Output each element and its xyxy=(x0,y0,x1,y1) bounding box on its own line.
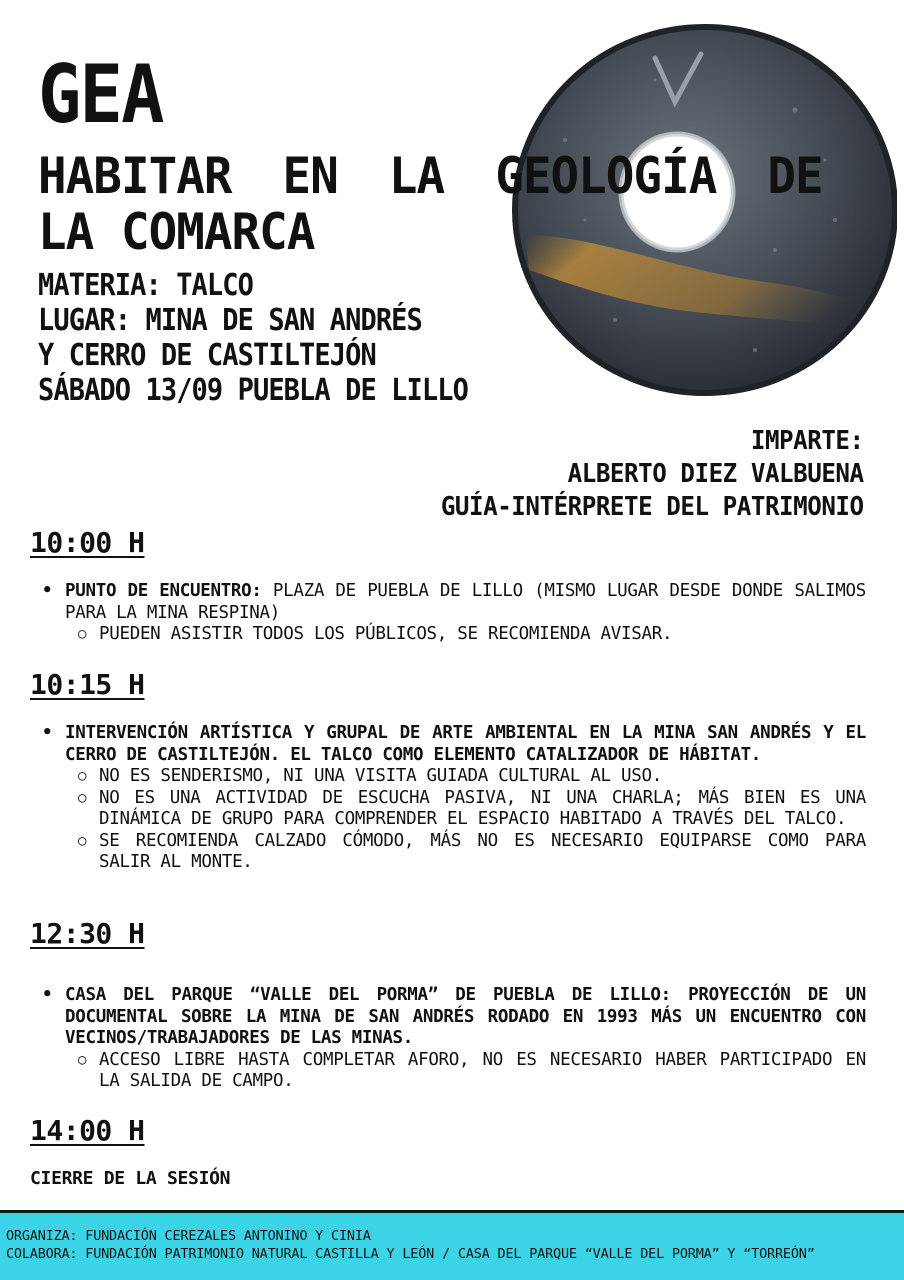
speaker-role: GUÍA-INTÉRPRETE DEL PATRIMONIO xyxy=(441,492,864,522)
sub-item xyxy=(38,624,866,646)
speaker-name: ALBERTO DIEZ VALBUENA xyxy=(568,459,864,489)
event-title-line-1: HABITAR EN LA GEOLOGÍA DE xyxy=(38,147,823,205)
circle-bullet-icon: ○ xyxy=(78,789,87,806)
colabora-line: COLABORA: FUNDACIÓN PATRIMONIO NATURAL CASTILLA Y LEÓN / CASA DEL PARQUE “VALLE DEL PORMA” Y “TORREÓN” xyxy=(6,1246,815,1262)
sub-item-text: SE RECOMIENDA CALZADO CÓMODO, MÁS NO ES NECESARIO EQUIPARSE COMO PARA SALIR AL MONTE. xyxy=(99,830,866,872)
event-title xyxy=(38,148,823,260)
speaker-label: IMPARTE: xyxy=(751,426,864,456)
organiza-line: ORGANIZA: FUNDACIÓN CEREZALES ANTONINO Y CINIA xyxy=(6,1228,371,1244)
sub-item-text: NO ES SENDERISMO, NI UNA VISITA GUIADA CULTURAL AL USO. xyxy=(99,766,662,786)
item-label: PUNTO DE ENCUENTRO: xyxy=(65,581,262,601)
sub-item-text: PUEDEN ASISTIR TODOS LOS PÚBLICOS, SE RECOMIENDA AVISAR. xyxy=(99,624,673,644)
circle-bullet-icon: ○ xyxy=(78,832,87,849)
list-item xyxy=(38,985,866,1050)
schedule-block-1230 xyxy=(38,985,866,1093)
time-heading-1000: 10:00 H xyxy=(30,526,145,559)
item-text: CASA DEL PARQUE “VALLE DEL PORMA” DE PUEBLA DE LILLO: PROYECCIÓN DE UN DOCUMENTAL SOBRE LA MINA DE SAN ANDRÉS RODADO EN 1993 MÁS UN ENCUENTRO CON VECINOS/TRABAJADORES DE LAS MINAS. xyxy=(65,985,866,1048)
item-text: INTERVENCIÓN ARTÍSTICA Y GRUPAL DE ARTE AMBIENTAL EN LA MINA SAN ANDRÉS Y EL CERRO DE CASTILTEJÓN. EL TALCO COMO ELEMENTO CATALIZADOR DE HÁBITAT. xyxy=(65,723,866,765)
sub-item xyxy=(38,766,866,788)
event-acronym: GEA xyxy=(38,48,163,141)
time-heading-1015: 10:15 H xyxy=(30,668,145,701)
circle-bullet-icon: ○ xyxy=(78,1051,87,1068)
event-title-line-2: LA COMARCA xyxy=(38,203,315,261)
bullet-icon: • xyxy=(42,985,53,1005)
sub-item xyxy=(38,831,866,874)
item-text: PLAZA DE PUEBLA DE LILLO (MISMO LUGAR DESDE DONDE SALIMOS PARA LA MINA RESPINA) xyxy=(65,581,866,623)
date-line: SÁBADO 13/09 PUEBLA DE LILLO xyxy=(38,373,468,408)
list-item xyxy=(38,581,866,624)
closing-text: CIERRE DE LA SESIÓN xyxy=(30,1168,231,1189)
event-details xyxy=(38,268,516,408)
circle-bullet-icon: ○ xyxy=(78,626,87,642)
subject-line: MATERIA: TALCO xyxy=(38,268,253,303)
bullet-icon: • xyxy=(42,581,53,601)
schedule-block-1000 xyxy=(38,581,866,646)
sub-item xyxy=(38,788,866,831)
sub-item-text: ACCESO LIBRE HASTA COMPLETAR AFORO, NO ES NECESARIO HABER PARTICIPADO EN LA SALIDA DE CAMPO. xyxy=(99,1049,866,1091)
time-heading-1400: 14:00 H xyxy=(30,1114,145,1147)
credits-footer xyxy=(0,1210,904,1280)
sub-item-text: NO ES UNA ACTIVIDAD DE ESCUCHA PASIVA, NI UNA CHARLA; MÁS BIEN ES UNA DINÁMICA DE GRUPO PARA COMPRENDER EL ESPACIO HABITADO A TRAVÉS DEL TALCO. xyxy=(99,787,866,829)
list-item xyxy=(38,723,866,766)
place-line-2: Y CERRO DE CASTILTEJÓN xyxy=(38,338,376,373)
bullet-icon: • xyxy=(42,723,53,743)
circle-bullet-icon: ○ xyxy=(78,768,87,784)
place-line-1: LUGAR: MINA DE SAN ANDRÉS xyxy=(38,303,422,338)
schedule-block-1015 xyxy=(38,723,866,874)
sub-item xyxy=(38,1050,866,1093)
time-heading-1230: 12:30 H xyxy=(30,917,145,950)
speaker-block xyxy=(409,425,864,524)
